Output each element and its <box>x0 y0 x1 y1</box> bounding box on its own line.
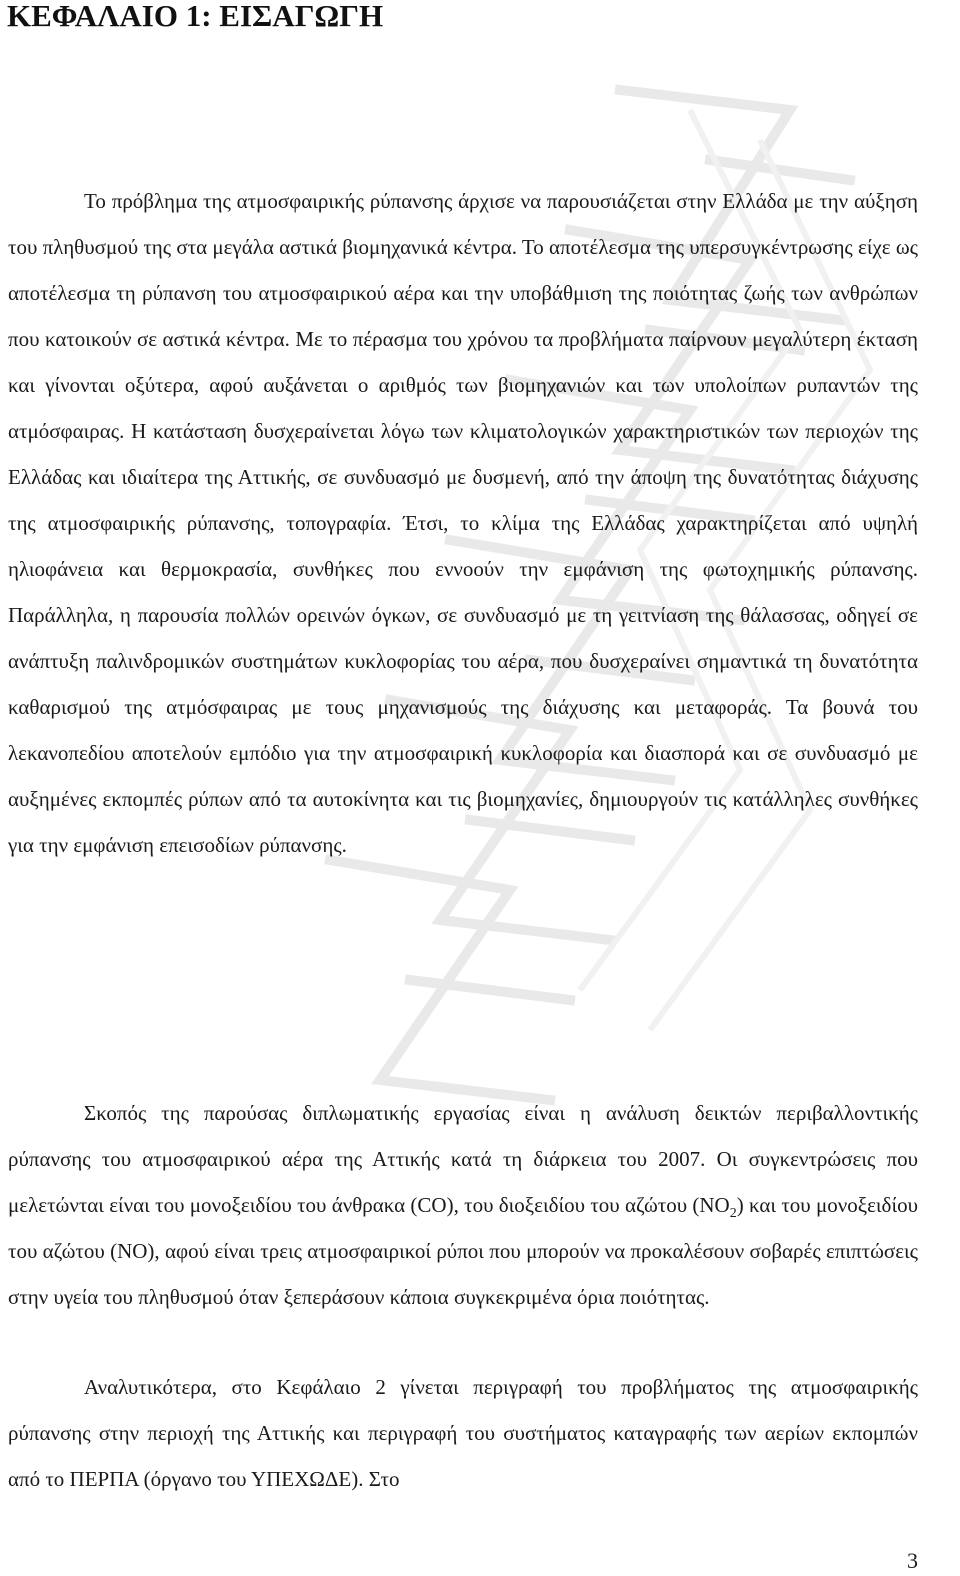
subscript-2: 2 <box>729 1206 737 1222</box>
page-number: 3 <box>907 1548 918 1573</box>
paragraph-purpose-text-end: ) και του μονοξειδίου του αζώτου (NO), αφού είναι τρεις ατμοσφαιρικοί ρύποι που μπορούν να προκαλέσουν σοβαρές επιπτώσεις στην υγεία του πληθυσμού όταν ξεπεράσουν κάποια συγκεκριμένα όρια ποιότητας. <box>8 1193 919 1309</box>
paragraph-purpose <box>8 1090 918 1320</box>
paragraph-outline: Αναλυτικότερα, στο Κεφάλαιο 2 γίνεται περιγραφή του προβλήματος της ατμοσφαιρικής ρύπανσης στην περιοχή της Αττικής και περιγραφή του συστήματος καταγραφής των αερίων εκπομπών από το ΠΕΡΠΑ (όργανο του ΥΠΕΧΩΔΕ). Στο <box>8 1375 918 1491</box>
chapter-title: ΚΕΦΑΛΑΙΟ 1: ΕΙΣΑΓΩΓΗ <box>7 0 384 33</box>
paragraph-purpose-text-start: Σκοπός της παρούσας διπλωματικής εργασίας είναι η ανάλυση δεικτών περιβαλλοντικής ρύπανσης του ατμοσφαιρικού αέρα της Αττικής κατά τη διάρκεια του 2007. Οι συγκεντρώσεις που μελετώνται είναι του μονοξειδίου του άνθρακα (CO), του διοξειδίου του αζώτου (NO <box>8 1101 918 1217</box>
paragraph-intro: Το πρόβλημα της ατμοσφαιρικής ρύπανσης άρχισε να παρουσιάζεται στην Ελλάδα με την αύξηση του πληθυσμού της στα μεγάλα αστικά βιομηχανικά κέντρα. Το αποτέλεσμα της υπερσυγκέντρωσης είχε ως αποτέλεσμα τη ρύπανση του ατμοσφαιρικού αέρα και την υποβάθμιση της ποιότητας ζωής των ανθρώπων που κατοικούν σε αστικά κέντρα. Με το πέρασμα του χρόνου τα προβλήματα παίρνουν μεγαλύτερη έκταση και γίνονται οξύτερα, αφού αυξάνεται ο αριθμός των βιομηχανιών και των υπολοίπων ρυπαντών της ατμόσφαιρας. Η κατάσταση δυσχεραίνεται λόγω των κλιματολογικών χαρακτηριστικών των περιοχών της Ελλάδας και ιδιαίτερα της Αττικής, σε συνδυασμό με δυσμενή, από την άποψη της δυνατότητας διάχυσης της ατμοσφαιρικής ρύπανσης, τοπογραφία. Έτσι, το κλίμα της Ελλάδας χαρακτηρίζεται από υψηλή ηλιοφάνεια και θερμοκρασία, συνθήκες που εννοούν την εμφάνιση της φωτοχημικής ρύπανσης. Παράλληλα, η παρουσία πολλών ορεινών όγκων, σε συνδυασμό με τη γειτνίαση της θάλασσας, οδηγεί σε ανάπτυξη παλινδρομικών συστημάτων κυκλοφορίας του αέρα, που δυσχεραίνει σημαντικά τη δυνατότητα καθαρισμού της ατμόσφαιρας με τους μηχανισμούς της διάχυσης και μεταφοράς. Τα βουνά του λεκανοπεδίου αποτελούν εμπόδιο για την ατμοσφαιρική κυκλοφορία και διασπορά και σε συνδυασμό με αυξημένες εκπομπές ρύπων από τα αυτοκίνητα και τις βιομηχανίες, δημιουργούν τις κατάλληλες συνθήκες για την εμφάνιση επεισοδίων ρύπανσης. <box>8 189 918 857</box>
